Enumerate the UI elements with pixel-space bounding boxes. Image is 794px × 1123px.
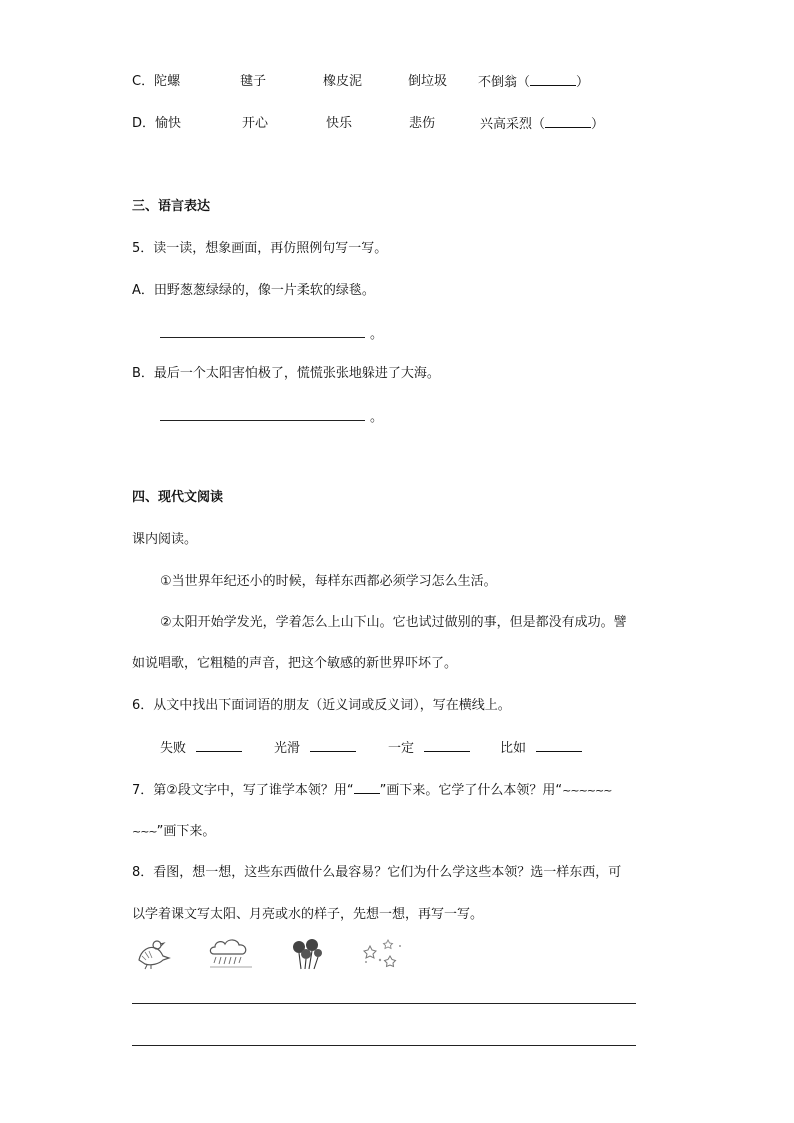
option-c-answer-blank[interactable] [530,73,576,86]
section-4-title: 四、现代文阅读 [132,490,224,505]
option-d-word-2: 开心 [242,116,269,131]
reading-paragraph-2-line-1: ②太阳开始学发光，学着怎么上山下山。它也试过做别的事，但是都没有成功。譬 [160,615,627,630]
answer-line-5b-period: 。 [370,410,384,425]
option-c-label: C．陀螺 [132,74,181,89]
q7-straight-line-sample [354,781,380,794]
q6-word-2 [274,739,356,758]
option-c-word-3: 橡皮泥 [323,74,363,89]
q6-blank-2[interactable] [310,739,356,752]
question-5-example-b: B．最后一个太阳害怕极了，慌慌张张地躲进了大海。 [132,366,440,381]
option-d-word-5-text: 兴高采烈（ [480,117,546,132]
flowers-icon [287,937,327,971]
q6-word-4-text: 比如 [500,741,527,756]
q6-word-1-text: 失败 [160,741,187,756]
option-d-word-5 [480,115,604,134]
reading-paragraph-1: ①当世界年纪还小的时候，每样东西都必须学习怎么生活。 [160,574,497,589]
option-c-word-2: 毽子 [240,74,267,89]
option-d-word-3: 快乐 [326,116,353,131]
bird-icon [133,938,173,970]
q6-word-4 [500,739,582,758]
q7-text-a: 7．第②段文字中，写了谁学本领？用“ [132,783,354,798]
cloud-rain-icon [206,936,256,970]
option-c-close-paren: ） [576,75,590,90]
q7-wavy-line-sample-1: ~~~~~~ [562,784,612,797]
option-c-word-5 [478,73,589,92]
q6-word-3 [388,739,470,758]
option-d-label: D．愉快 [132,116,182,131]
writing-line-2[interactable] [132,1045,636,1046]
writing-line-1[interactable] [132,1003,636,1004]
answer-line-5a-period: 。 [370,327,384,342]
q6-blank-4[interactable] [536,739,582,752]
question-7-line-2 [132,823,215,841]
answer-line-5a[interactable] [160,337,365,338]
option-d-close-paren: ） [591,117,605,132]
q6-word-2-text: 光滑 [274,741,301,756]
q6-word-1 [160,739,242,758]
question-6-text: 6．从文中找出下面词语的朋友（近义词或反义词），写在横线上。 [132,698,511,713]
stars-icon [360,936,406,970]
q7-wavy-line-sample-2: ~~~ [132,825,157,838]
option-d-answer-blank[interactable] [545,115,591,128]
question-5-example-a: A．田野葱葱绿绿的，像一片柔软的绿毯。 [132,283,375,298]
section-3-title: 三、语言表达 [132,199,211,214]
q7-text-c: ”画下来。 [156,824,216,839]
question-8-line-1: 8．看图，想一想，这些东西做什么最容易？它们为什么学这些本领？选一样东西，可 [132,865,622,880]
option-c-word-5-text: 不倒翁（ [478,75,531,90]
q6-blank-1[interactable] [196,739,242,752]
q6-word-3-text: 一定 [388,741,415,756]
reading-intro: 课内阅读。 [132,532,198,547]
option-c-word-4: 倒垃圾 [408,74,448,89]
question-7-line-1 [132,781,611,800]
option-d-word-4: 悲伤 [409,116,436,131]
answer-line-5b[interactable] [160,420,365,421]
q7-text-b: ”画下来。它学了什么本领？用“ [379,783,563,798]
question-5-text: 5．读一读，想象画面，再仿照例句写一写。 [132,241,388,256]
reading-paragraph-2-line-2: 如说唱歌，它粗糙的声音，把这个敏感的新世界吓坏了。 [132,656,458,671]
q6-blank-3[interactable] [424,739,470,752]
question-8-line-2: 以学着课文写太阳、月亮或水的样子，先想一想，再写一写。 [132,907,484,922]
